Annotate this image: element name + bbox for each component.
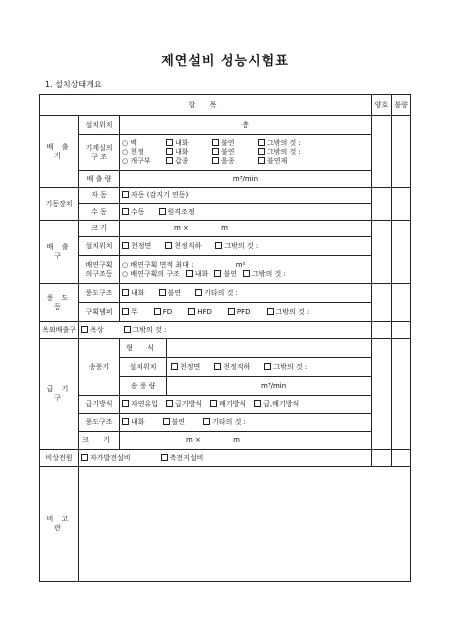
option-label: 천정직하 <box>223 362 251 371</box>
checkbox-option[interactable] <box>165 242 201 251</box>
checkbox[interactable] <box>122 308 129 315</box>
checkbox-option[interactable] <box>122 289 145 298</box>
outside-no-cell[interactable] <box>392 322 411 339</box>
checkbox-option[interactable] <box>171 363 200 372</box>
checkbox-option[interactable] <box>159 289 182 298</box>
option-label: 배기방식 <box>219 400 247 408</box>
zone-label-2: 의구조등 <box>85 269 113 278</box>
performance-test-form <box>39 94 411 582</box>
checkbox-option[interactable] <box>264 363 307 372</box>
checkbox-option[interactable] <box>203 418 246 427</box>
option-label: 내화 <box>131 288 145 297</box>
checkbox-option[interactable] <box>186 270 209 279</box>
option-label: 자가발전설비 <box>90 453 131 462</box>
supply-no-cell[interactable] <box>392 339 411 450</box>
checkbox-option[interactable] <box>122 418 145 427</box>
checkbox-option[interactable] <box>258 148 318 157</box>
structure-options <box>120 135 372 171</box>
option-label: 내화 <box>194 269 209 278</box>
option-label: 자연유입 <box>131 400 159 408</box>
zone-label <box>79 256 120 284</box>
supply-size-m1: m × <box>186 436 201 444</box>
checkbox[interactable] <box>195 289 202 296</box>
option-label: 을종 <box>221 157 235 165</box>
header-item: 항 목 <box>40 95 372 116</box>
option-label: 급,배기방식 <box>263 400 300 408</box>
checkbox[interactable] <box>254 400 261 407</box>
option-label: 그밖의 것 : <box>273 362 308 371</box>
start-auto-option <box>120 188 372 204</box>
outlet-yes-cell[interactable] <box>372 221 392 284</box>
option-label: 불연재 <box>267 157 288 165</box>
checkbox-option[interactable] <box>212 148 258 157</box>
emergency-category: 비상전원 <box>40 450 79 467</box>
supply-struct-label: 풍도구조 <box>79 414 120 432</box>
checkbox[interactable] <box>122 208 129 215</box>
option-label: 불연 <box>223 269 237 278</box>
checkbox-option[interactable] <box>154 308 172 317</box>
option-label: 천정면 <box>180 362 201 371</box>
duct-struct-options <box>120 284 372 303</box>
exhaust-location-value: 층 <box>120 116 372 135</box>
checkbox[interactable] <box>203 418 210 425</box>
checkbox-option[interactable] <box>214 270 237 279</box>
supply-type-row <box>120 339 372 358</box>
page-title: 제연설비 성능시험표 <box>161 54 289 69</box>
checkbox-option[interactable] <box>166 139 212 148</box>
supply-rate-unit: m³/min <box>261 381 287 390</box>
option-label: 그밖의 것 : <box>224 241 259 250</box>
option-label: 그밖의 것 : <box>275 307 310 316</box>
supply-loc-options <box>167 363 371 372</box>
checkbox-option[interactable] <box>161 454 204 463</box>
supply-size-value <box>120 432 372 450</box>
option-label: 기타의 것 : <box>212 418 246 426</box>
zone-area-unit: m² <box>235 260 246 269</box>
zone-area-label: ○ 배연구획 면적 최대 : <box>122 260 194 269</box>
outlet-size-value <box>120 221 372 237</box>
outlet-category: 배 출 구 <box>40 221 79 284</box>
duct-yes-cell[interactable] <box>372 284 392 322</box>
section-heading: 1. 설치상태개요 <box>45 80 102 89</box>
damper-label: 구획댐퍼 <box>79 303 120 322</box>
option-label: 천정면 <box>131 241 152 250</box>
checkbox-option[interactable] <box>195 289 238 298</box>
option-label: 기타의 것 : <box>204 288 238 297</box>
outside-yes-cell[interactable] <box>372 322 392 339</box>
option-label: 그밖의 것 : <box>132 325 167 334</box>
checkbox[interactable] <box>81 454 88 461</box>
duct-no-cell[interactable] <box>392 284 411 322</box>
checkbox[interactable] <box>166 400 173 407</box>
structure-row-name: ○ 벽 <box>122 139 138 147</box>
checkbox[interactable] <box>81 326 88 333</box>
checkbox[interactable] <box>122 418 129 425</box>
duct-struct-label: 풍도구조 <box>79 284 120 303</box>
checkbox[interactable] <box>124 326 131 333</box>
supply-struct-options <box>120 414 372 432</box>
checkbox-option[interactable] <box>122 308 138 317</box>
option-label: 그밖의 것 : <box>251 269 286 278</box>
option-label: 불연 <box>171 418 186 426</box>
option-label: HFD <box>197 307 212 316</box>
header-yes: 양호 <box>372 95 392 116</box>
option-label: 불연 <box>221 139 235 147</box>
checkbox[interactable] <box>163 418 170 425</box>
option-label: 수동 <box>131 207 145 216</box>
outlet-location-label: 설치위치 <box>79 237 120 256</box>
outlet-no-cell[interactable] <box>392 221 411 284</box>
checkbox[interactable] <box>165 242 172 249</box>
checkbox-option[interactable] <box>254 400 299 409</box>
start-manual-label: 수 동 <box>79 204 120 221</box>
checkbox-option[interactable] <box>228 308 251 317</box>
supply-yes-cell[interactable] <box>372 339 392 450</box>
checkbox[interactable] <box>215 242 222 249</box>
checkbox-option[interactable] <box>188 308 212 317</box>
option-label: 원격조정 <box>167 207 195 216</box>
checkbox-option[interactable] <box>215 242 258 251</box>
checkbox-option[interactable] <box>81 454 131 463</box>
header-no: 불량 <box>392 95 411 116</box>
exhaust-rate-unit: m³/min <box>120 171 372 188</box>
checkbox[interactable] <box>159 289 166 296</box>
option-label: 급기방식 <box>175 400 203 408</box>
checkbox[interactable] <box>122 289 129 296</box>
checkbox[interactable] <box>258 157 265 164</box>
structure-label-2: 구 조 <box>91 152 107 161</box>
supply-size-m2: m <box>233 436 240 444</box>
structure-label <box>79 135 120 171</box>
option-label: 그밖의 것 : <box>267 139 301 147</box>
size-m2: m <box>221 224 228 232</box>
checkbox-option[interactable] <box>267 308 310 317</box>
duct-category: 풍 도 등 <box>40 284 79 322</box>
checkbox-option[interactable] <box>258 139 318 148</box>
zone-label-1: 배연구획 <box>85 260 113 269</box>
outside-category: 옥외배출구 <box>40 322 79 339</box>
supply-category: 급 기 구 <box>40 339 79 450</box>
checkbox[interactable] <box>258 139 265 146</box>
start-yes-cell[interactable] <box>372 188 392 221</box>
outlet-location-options <box>120 237 372 256</box>
checkbox-option[interactable] <box>163 418 186 427</box>
checkbox[interactable] <box>264 363 271 370</box>
checkbox-option[interactable] <box>122 400 158 409</box>
checkbox-option[interactable] <box>166 148 212 157</box>
exhaust-yes-cell[interactable] <box>372 116 392 188</box>
checkbox-option[interactable] <box>258 157 318 166</box>
checkbox-option[interactable] <box>210 400 246 409</box>
checkbox[interactable] <box>171 363 178 370</box>
checkbox[interactable] <box>188 308 195 315</box>
checkbox[interactable] <box>210 400 217 407</box>
outside-options <box>79 322 372 339</box>
size-m1: m × <box>174 224 189 232</box>
checkbox[interactable] <box>212 157 219 164</box>
exhaust-rate-label: 배 출 량 <box>79 171 120 188</box>
exhaust-location-label: 설치위치 <box>79 116 120 135</box>
checkbox[interactable] <box>166 157 173 164</box>
supply-rate-label: 송 풍 량 <box>120 377 167 395</box>
option-label: 불연 <box>167 288 182 297</box>
checkbox[interactable] <box>166 139 173 146</box>
checkbox[interactable] <box>214 363 221 370</box>
outlet-size-label: 크 기 <box>79 221 120 237</box>
option-label: FD <box>162 307 173 316</box>
checkbox-option[interactable] <box>124 326 167 335</box>
structure-row-name: ○ 천정 <box>122 148 144 156</box>
option-label: 그밖의 것 : <box>267 148 301 156</box>
checkbox[interactable] <box>258 148 265 155</box>
option-label: 자동 (감지기 연동) <box>131 191 189 199</box>
zone-struct-label: ○ 배연구획의 구조 <box>122 269 180 278</box>
option-label: 내화 <box>175 139 189 147</box>
checkbox-option[interactable] <box>159 208 195 217</box>
option-label: 옥상 <box>90 325 104 334</box>
checkbox-option[interactable] <box>212 139 258 148</box>
start-category: 기동장치 <box>40 188 79 221</box>
supply-fan-label: 송풍기 <box>79 339 120 396</box>
structure-row-name: ○ 개구부 <box>122 157 151 165</box>
supply-loc-label: 설치위치 <box>120 358 167 376</box>
checkbox-option[interactable] <box>81 326 104 335</box>
remarks-field[interactable] <box>79 467 411 582</box>
option-label: 천정직하 <box>174 241 202 250</box>
checkbox[interactable] <box>243 270 250 277</box>
supply-loc-row <box>120 358 372 377</box>
checkbox[interactable] <box>186 270 193 277</box>
structure-label-1: 기계실의 <box>85 143 113 152</box>
checkbox[interactable] <box>166 148 173 155</box>
supply-type-label: 형 식 <box>120 339 167 357</box>
option-label: PFD <box>236 307 251 316</box>
start-no-cell[interactable] <box>392 188 411 221</box>
option-label: 무 <box>131 307 138 316</box>
supply-method-options <box>120 396 372 414</box>
checkbox[interactable] <box>228 308 235 315</box>
start-auto-label: 자 동 <box>79 188 120 204</box>
zone-details <box>120 256 372 284</box>
checkbox-option[interactable] <box>166 157 212 166</box>
start-manual-options <box>120 204 372 221</box>
exhaust-no-cell[interactable] <box>392 116 411 188</box>
checkbox-option[interactable] <box>122 242 151 251</box>
supply-rate-row <box>120 377 372 396</box>
option-label: 불연 <box>221 148 235 156</box>
supply-size-label: 크 기 <box>79 432 120 450</box>
checkbox[interactable] <box>154 308 161 315</box>
checkbox[interactable] <box>159 208 166 215</box>
checkbox-option[interactable] <box>122 208 145 217</box>
supply-method-label: 급기방식 <box>79 396 120 414</box>
supply-type-value[interactable] <box>167 339 371 357</box>
checkbox-option[interactable] <box>243 270 286 279</box>
emergency-no-cell[interactable] <box>392 450 411 467</box>
option-label: 내화 <box>175 148 189 156</box>
checkbox[interactable] <box>122 242 129 249</box>
checkbox[interactable] <box>161 454 168 461</box>
checkbox[interactable] <box>122 191 129 198</box>
checkbox[interactable] <box>122 400 129 407</box>
option-label: 갑종 <box>175 157 189 165</box>
checkbox[interactable] <box>212 148 219 155</box>
checkbox-option[interactable] <box>212 157 258 166</box>
checkbox[interactable] <box>267 308 274 315</box>
option-label: 내화 <box>131 418 145 426</box>
checkbox[interactable] <box>212 139 219 146</box>
emergency-options <box>79 450 372 467</box>
checkbox-option[interactable] <box>214 363 250 372</box>
table-header-row <box>40 95 411 116</box>
checkbox-option[interactable] <box>166 400 202 409</box>
option-label: 축전지설비 <box>169 453 204 462</box>
exhaust-category: 배 출 기 <box>40 116 79 188</box>
damper-options <box>120 303 372 322</box>
emergency-yes-cell[interactable] <box>372 450 392 467</box>
checkbox[interactable] <box>214 270 221 277</box>
remarks-label: 비 고 란 <box>40 467 79 582</box>
